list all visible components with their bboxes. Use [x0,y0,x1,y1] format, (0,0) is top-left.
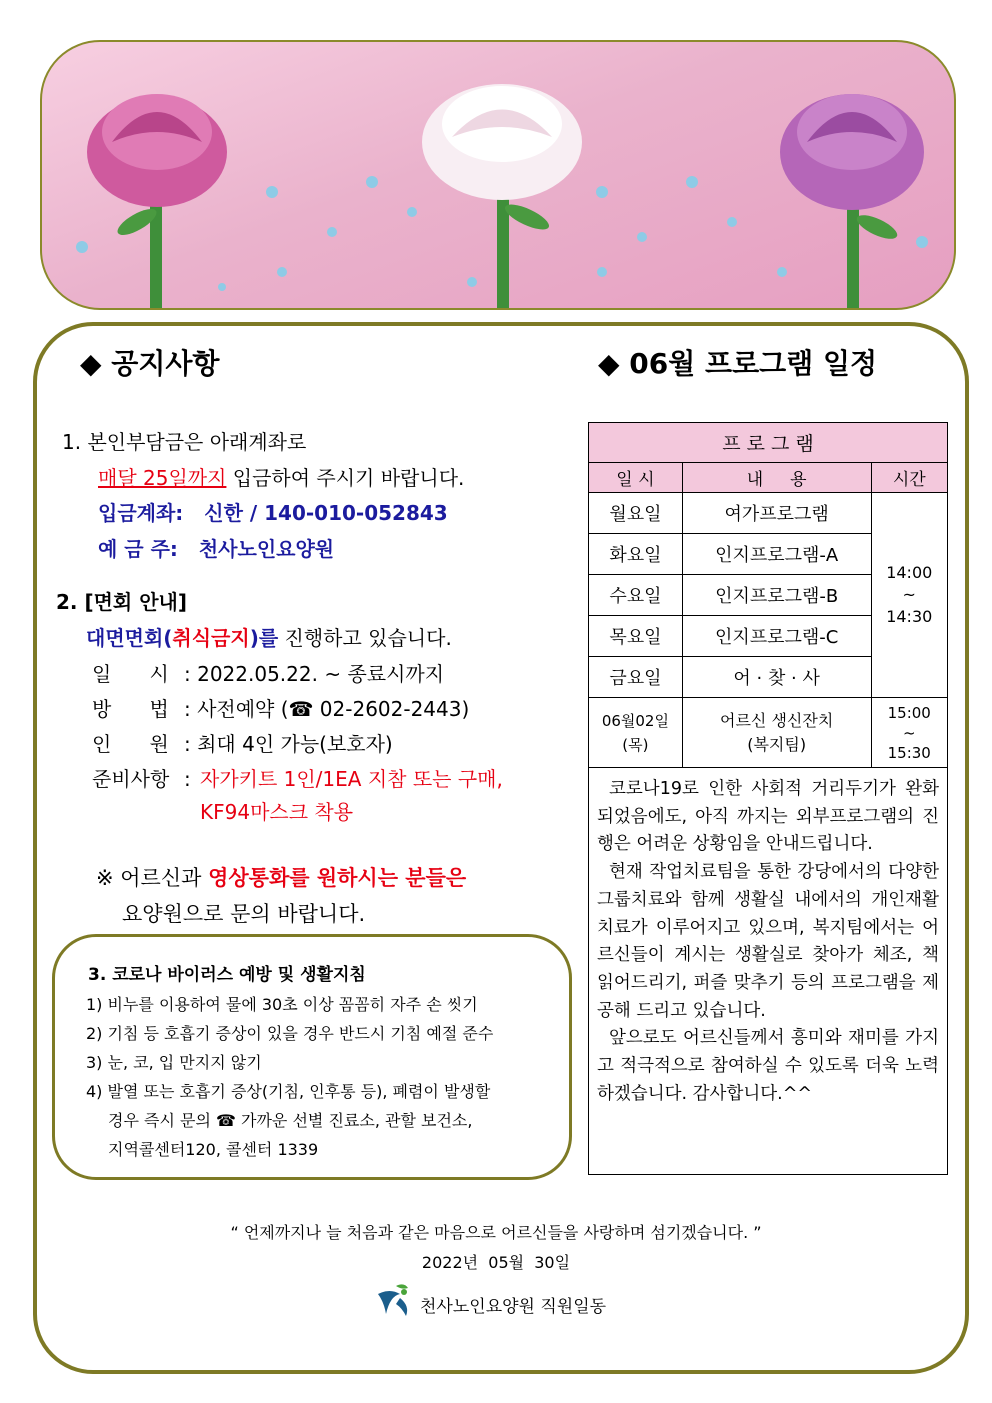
deadline-highlight: 매달 25일까지 [98,466,227,490]
account-line [98,501,448,525]
notice-item1: 1. 본인부담금은 아래계좌로 [62,430,307,454]
corona-line-6: 지역콜센터120, 콜센터 1339 [108,1140,319,1159]
desc-paragraph-2: 현재 작업치료팀을 통한 강당에서의 다양한 그룹치료와 함께 생활실 내에서의 개인재활치료가 이루어지고 있으며, 복지팀에서는 어르신들이 계시는 생활실로 찾아가 체조, 책 읽어드리기, 퍼즐 맞추기 등의 프로그램을 제공해 드리고 있습니다. [597,862,939,1021]
footer-quote: “ 언제까지나 늘 처음과 같은 마음으로 어르신들을 사랑하며 섬기겠습니다. ” [230,1223,762,1242]
table-row-content: 여가프로그램 [682,493,871,534]
holder-label: 예 금 주: [98,537,178,561]
notice-item2-title: 2. [면회 안내] [56,590,188,614]
holder-value: 천사노인요양원 [198,537,335,561]
visit-method-label: 방 법 [92,697,169,721]
video-pre: ※ 어르신과 [96,866,209,890]
visit-rest: 진행하고 있습니다. [278,626,452,650]
corona-title: 3. 코로나 바이러스 예방 및 생활지침 [88,965,366,985]
table-row-content: 인지프로그램-C [682,616,871,657]
visit-people-label: 인 원 [92,732,169,756]
special-team: (복지팀) [747,734,807,754]
special-time-start: 15:00 [887,703,931,722]
footer-date: 2022년 05월 30일 [421,1253,571,1272]
table-row-content: 인지프로그램-B [682,575,871,616]
time-cell [871,493,948,698]
time-start: 14:00 [886,563,933,582]
table-row-day: 수요일 [589,575,683,616]
program-description [588,768,948,1175]
corona-line-3: 3) 눈, 코, 입 만지지 않기 [86,1053,262,1072]
corona-line-1: 1) 비누를 이용하여 물에 30초 이상 꼼꼼히 자주 손 씻기 [86,995,478,1014]
time-end: 14:30 [886,607,933,626]
visit-red: 취식금지 [172,626,250,650]
col-day: 일 시 [589,463,683,493]
special-content-cell [682,698,871,768]
corona-line-4: 4) 발열 또는 호흡기 증상(기침, 인후통 등), 폐렴이 발생할 [86,1082,491,1101]
video-line2: 요양원으로 문의 바랍니다. [122,902,366,926]
visit-line [86,626,452,650]
corona-line-2: 2) 기침 등 호흡기 증상이 있을 경우 반드시 기침 예절 준수 [86,1024,494,1043]
corona-line-5: 경우 즉시 문의 ☎ 가까운 선별 진료소, 관할 보건소, [108,1111,473,1130]
special-time-sep: ~ [902,723,916,742]
video-red: 영상통화를 원하시는 분들은 [208,866,467,890]
prep-line2: KF94마스크 착용 [200,800,354,824]
table-row-day: 월요일 [589,493,683,534]
program-heading: ◆ 06월 프로그램 일정 [598,347,878,380]
header-banner-image [40,40,956,310]
table-row-day: 목요일 [589,616,683,657]
notice-heading: ◆ 공지사항 [80,347,220,380]
video-line1 [96,866,466,890]
account-value: 신한 / 140-010-052843 [204,501,448,525]
deadline-rest: 입금하여 주시기 바랍니다. [226,466,465,490]
col-content: 내 용 [682,463,871,493]
prep-label: 준비사항 [92,767,170,791]
prep-line1: 자가키트 1인/1EA 지참 또는 구매, [200,767,503,791]
special-day-cell [589,698,683,768]
visit-method-value: : 사전예약 (☎ 02-2602-2443) [184,697,470,721]
table-row-day: 화요일 [589,534,683,575]
table-title: 프 로 그 램 [589,423,948,463]
visit-blue-b: )를 [249,626,279,650]
special-content: 어르신 생신잔치 [720,710,834,730]
holder-line [98,537,334,561]
special-weekday: (목) [622,735,649,754]
visit-date-value: : 2022.05.22. ~ 종료시까지 [184,662,445,686]
special-time-end: 15:30 [887,743,931,762]
table-row-content: 인지프로그램-A [682,534,871,575]
desc-paragraph-3: 앞으로도 어르신들께서 흥미와 재미를 가지고 적극적으로 참여하실 수 있도록 더욱 노력하겠습니다. 감사합니다.^^ [597,1028,939,1104]
visit-blue-a: 대면면회( [86,626,173,650]
desc-paragraph-1: 코로나19로 인한 사회적 거리두기가 완화 되었음에도, 아직 까지는 외부프로그램의 진행은 어려운 상황임을 안내드립니다. [597,779,939,855]
program-table [588,422,948,768]
roses-illustration [42,42,954,308]
table-row-day: 금요일 [589,657,683,698]
account-label: 입금계좌: [98,501,184,525]
time-sep: ~ [902,585,916,604]
visit-people-value: : 최대 4인 가능(보호자) [184,732,393,756]
prep-colon: : [184,767,191,791]
visit-date-label: 일 시 [92,662,169,686]
org-logo-icon [374,1280,414,1320]
notice-deadline-line [98,466,464,490]
footer-org: 천사노인요양원 직원일동 [420,1297,607,1317]
col-time: 시간 [871,463,948,493]
special-time-cell [871,698,948,768]
special-day: 06월02일 [601,711,669,730]
table-row-content: 어 · 찾 · 사 [682,657,871,698]
